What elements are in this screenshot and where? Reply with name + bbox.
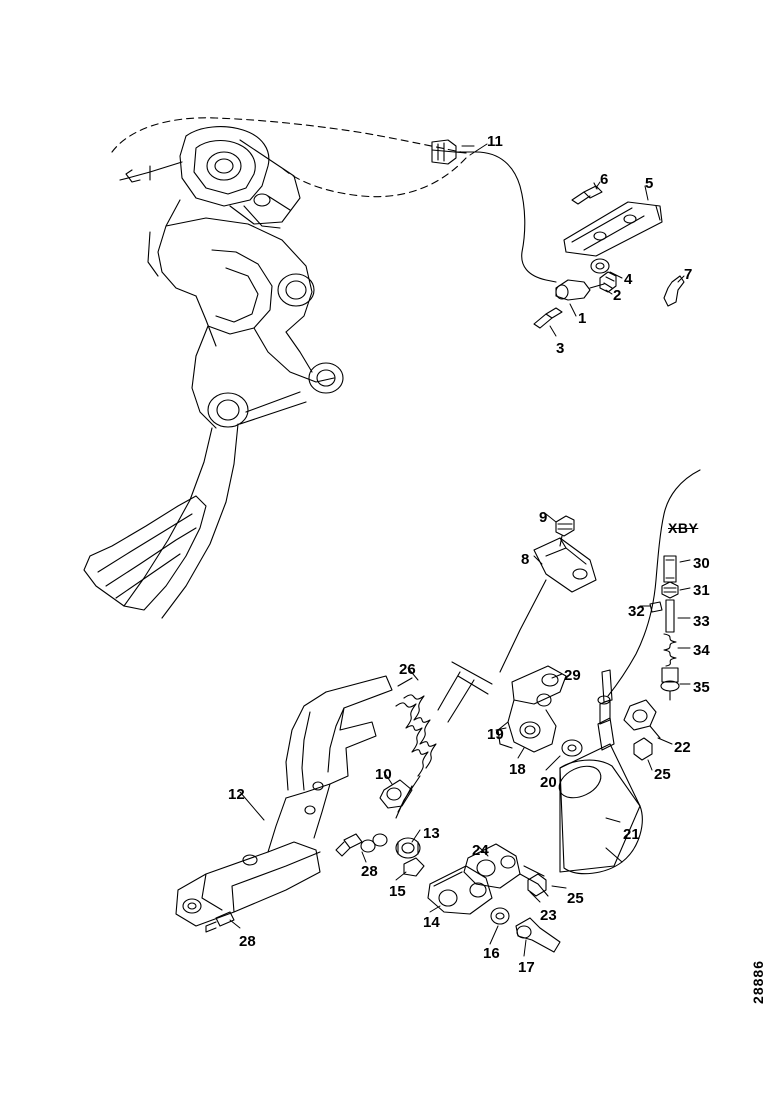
callout-10: 10 <box>375 766 392 783</box>
callout-32: 32 <box>628 603 645 620</box>
callout-25-lower: 25 <box>567 890 584 907</box>
callout-8: 8 <box>521 551 530 568</box>
callout-12: 12 <box>228 786 245 803</box>
parking-brake-assembly <box>176 676 392 932</box>
tag-xby <box>668 520 698 536</box>
upper-right-parts <box>282 140 684 328</box>
callout-19: 19 <box>487 726 504 743</box>
linkage-assembly <box>336 662 660 952</box>
callout-28-lower: 28 <box>239 933 256 950</box>
callout-17: 17 <box>518 959 535 976</box>
callout-24: 24 <box>472 842 489 859</box>
callout-29: 29 <box>564 667 581 684</box>
callout-26: 26 <box>399 661 416 678</box>
callout-15: 15 <box>389 883 406 900</box>
cable-xby-assembly <box>608 470 700 700</box>
callout-28-upper: 28 <box>361 863 378 880</box>
callout-22: 22 <box>674 739 691 756</box>
callout-35: 35 <box>693 679 710 696</box>
callout-20: 20 <box>540 774 557 791</box>
callout-9: 9 <box>539 509 548 526</box>
callout-6: 6 <box>600 171 609 188</box>
callout-25-upper: 25 <box>654 766 671 783</box>
callout-18: 18 <box>509 761 526 778</box>
callout-5: 5 <box>645 175 654 192</box>
callout-2: 2 <box>613 287 622 304</box>
callout-14: 14 <box>423 914 440 931</box>
callout-1: 1 <box>578 310 587 327</box>
leader-lines <box>230 144 693 956</box>
callout-16: 16 <box>483 945 500 962</box>
tag-xby-text: XBY <box>668 520 699 536</box>
plate-number: 28886 <box>750 960 766 1004</box>
callout-31: 31 <box>693 582 710 599</box>
callout-7: 7 <box>684 266 693 283</box>
callout-11: 11 <box>487 133 503 150</box>
callout-4: 4 <box>624 271 633 288</box>
callout-21: 21 <box>623 826 640 843</box>
callout-34: 34 <box>693 642 710 659</box>
callout-3: 3 <box>556 340 565 357</box>
pedal-assembly-upper <box>84 118 466 618</box>
callout-23: 23 <box>540 907 557 924</box>
callout-30: 30 <box>693 555 710 572</box>
callout-13: 13 <box>423 825 440 842</box>
bracket-8-assembly <box>500 516 596 672</box>
callout-33: 33 <box>693 613 710 630</box>
